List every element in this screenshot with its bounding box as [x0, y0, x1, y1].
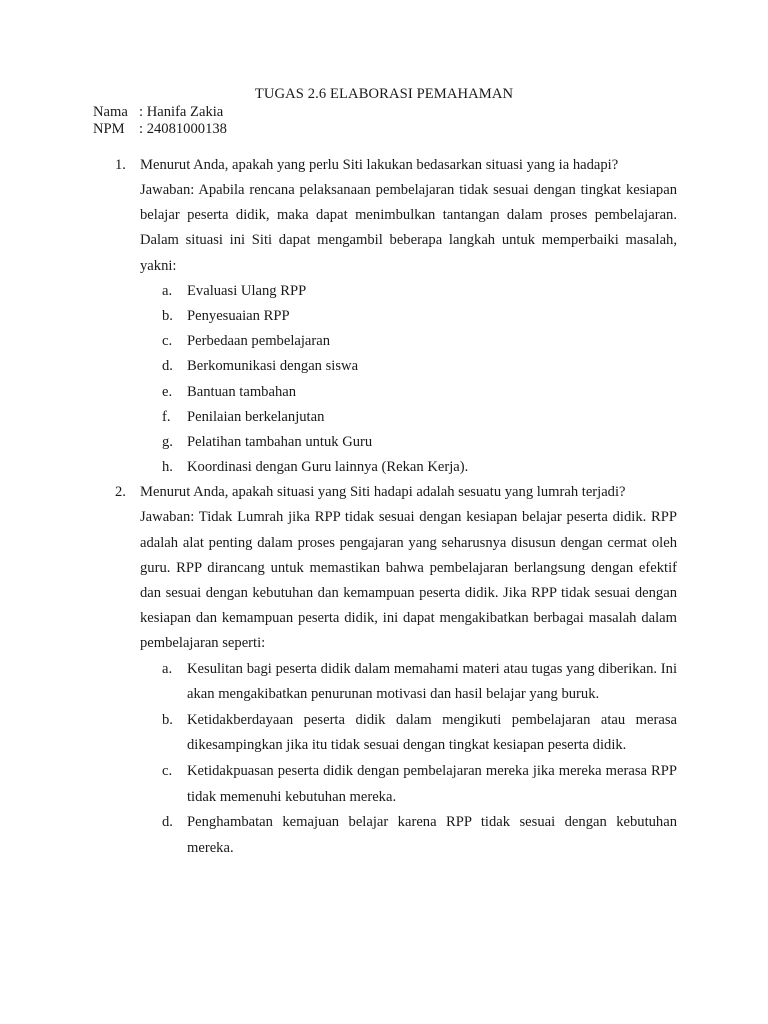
sublist-item	[162, 304, 677, 329]
sublist-item	[162, 380, 677, 405]
sublist-item	[162, 279, 677, 304]
sublist-text: Penyesuaian RPP	[187, 308, 290, 325]
sublist-text: Perbedaan pembelajaran	[187, 333, 331, 350]
sublist-text: Pelatihan tambahan untuk Guru	[187, 434, 373, 451]
sublist-letter: d.	[162, 814, 173, 831]
sublist-item	[162, 430, 677, 455]
question-text: Menurut Anda, apakah yang perlu Siti lakukan bedasarkan situasi yang ia hadapi?	[140, 157, 619, 173]
sublist-letter: e.	[162, 383, 173, 400]
sublist-letter: c.	[162, 333, 173, 350]
document-title: TUGAS 2.6 ELABORASI PEMAHAMAN	[254, 86, 514, 102]
sublist-letter: g.	[162, 434, 173, 451]
sublist-item	[162, 657, 677, 708]
name-label: Nama	[93, 104, 128, 120]
sublist-letter: a.	[162, 282, 173, 299]
name-value: : Hanifa Zakia	[139, 104, 224, 120]
sublist-item	[162, 455, 677, 480]
sublist-letter: f.	[162, 408, 171, 425]
question-item	[115, 480, 677, 861]
sublist-text: Evaluasi Ulang RPP	[187, 282, 307, 299]
question-list	[115, 153, 677, 861]
question-number: 2.	[115, 484, 126, 501]
sublist-letter: a.	[162, 660, 173, 677]
npm-value: : 24081000138	[139, 121, 227, 137]
answer-sublist	[140, 657, 677, 862]
sublist-item	[162, 708, 677, 759]
sublist-letter: b.	[162, 711, 173, 728]
sublist-text: Bantuan tambahan	[187, 383, 297, 400]
answer-text: Jawaban: Apabila rencana pelaksanaan pembelajaran tidak sesuai dengan tingkat kesiapan belajar peserta didik, maka dapat menimbulkan tantangan dalam proses pembelajaran. Dalam situasi ini Siti dapat mengambil beberapa langkah untuk memperbaiki masalah, yakni:	[140, 182, 677, 274]
question-text: Menurut Anda, apakah situasi yang Siti hadapi adalah sesuatu yang lumrah terjadi?	[140, 484, 626, 501]
identity-name-row	[93, 104, 223, 121]
sublist-letter: c.	[162, 763, 173, 780]
npm-label: NPM	[93, 121, 125, 137]
sublist-text: Penghambatan kemajuan belajar karena RPP tidak sesuai dengan kebutuhan mereka.	[187, 814, 677, 856]
answer-text: Jawaban: Tidak Lumrah jika RPP tidak sesuai dengan kesiapan belajar peserta didik. RPP adalah alat penting dalam proses pengajaran yang seharusnya disusun dengan cermat oleh guru. RPP dirancang untuk memastikan bahwa pembelajaran berlangsung dengan efektif dan sesuai dengan kebutuhan dan kemampuan peserta didik. Jika RPP tidak sesuai dengan kesiapan dan kemampuan peserta didik, ini dapat mengakibatkan berbagai masalah dalam pembelajaran seperti:	[140, 509, 677, 652]
sublist-item	[162, 759, 677, 810]
sublist-text: Berkomunikasi dengan siswa	[187, 358, 359, 375]
sublist-item	[162, 405, 677, 430]
question-number: 1.	[115, 157, 126, 173]
sublist-item	[162, 354, 677, 379]
sublist-letter: b.	[162, 308, 173, 325]
sublist-item	[162, 329, 677, 354]
answer-sublist	[140, 279, 677, 481]
sublist-text: Kesulitan bagi peserta didik dalam memahami materi atau tugas yang diberikan. Ini akan mengakibatkan penurunan motivasi dan hasil belajar yang buruk.	[187, 660, 677, 703]
sublist-text: Koordinasi dengan Guru lainnya (Rekan Kerja).	[187, 459, 469, 476]
sublist-letter: h.	[162, 459, 173, 476]
sublist-text: Ketidakberdayaan peserta didik dalam mengikuti pembelajaran atau merasa dikesampingkan jika itu tidak sesuai dengan tingkat kesiapan peserta didik.	[187, 711, 677, 754]
sublist-text: Penilaian berkelanjutan	[187, 408, 325, 425]
sublist-item	[162, 810, 677, 861]
sublist-text: Ketidakpuasan peserta didik dengan pembelajaran mereka jika mereka merasa RPP tidak memenuhi kebutuhan mereka.	[187, 763, 677, 805]
sublist-letter: d.	[162, 358, 173, 375]
identity-npm-row	[93, 121, 227, 138]
question-item	[115, 153, 677, 480]
